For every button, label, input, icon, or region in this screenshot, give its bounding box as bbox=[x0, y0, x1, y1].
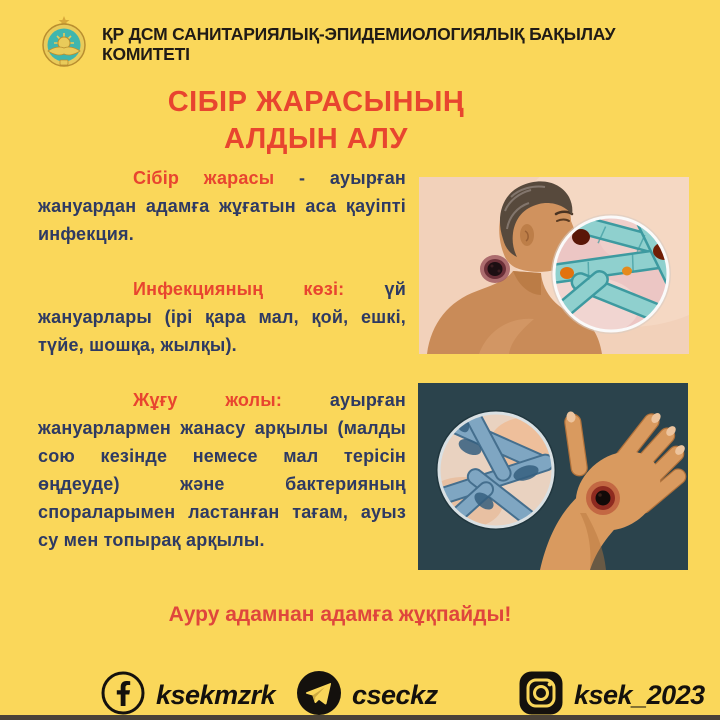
bottom-edge-strip bbox=[0, 715, 720, 720]
neck-lesion-spot bbox=[480, 255, 510, 283]
hand-lesion-spot bbox=[586, 481, 620, 515]
paragraph-transmission-route bbox=[38, 386, 406, 554]
instagram-icon bbox=[518, 670, 564, 720]
photo-neck-lesion bbox=[419, 177, 689, 354]
paragraph-infection-source bbox=[38, 275, 406, 359]
footer-facebook bbox=[100, 671, 275, 719]
paragraph-lead: Жұғу жолы: bbox=[133, 390, 283, 410]
facebook-handle: ksekmzrk bbox=[156, 679, 276, 710]
facebook-icon bbox=[100, 670, 146, 720]
header bbox=[38, 14, 696, 74]
telegram-icon bbox=[296, 670, 342, 720]
photo-hand-lesion bbox=[418, 383, 688, 570]
warning-text: Ауру адамнан адамға жұқпайды! bbox=[168, 603, 512, 626]
telegram-handle: cseckz bbox=[352, 679, 438, 710]
paragraph-body: ауырған жануарлармен жанасу арқылы (малды сою кезінде немесе мал терісін өңдеуде) және бактерияның спораларымен ластанған тағам, ауыз су мен топырақ арқылы. bbox=[38, 390, 407, 550]
paragraph-body: үй жануарлары (ірі қара мал, қой, ешкі, түйе, шошқа, жылқы). bbox=[38, 279, 406, 355]
page-title bbox=[96, 84, 536, 158]
instagram-handle: ksek_2023 bbox=[574, 679, 705, 710]
title-line-1: СІБІР ЖАРАСЫНЫҢ bbox=[167, 86, 465, 118]
paragraph-lead: Инфекцияның көзі: bbox=[133, 279, 345, 299]
title-line-2: АЛДЫН АЛУ bbox=[224, 123, 408, 155]
paragraph-lead: Сібір жарасы bbox=[133, 168, 275, 188]
paragraph-definition bbox=[38, 164, 406, 248]
header-title: ҚР ДСМ САНИТАРИЯЛЫҚ-ЭПИДЕМИОЛОГИЯЛЫҚ БАҚЫЛАУ КОМИТЕТІ bbox=[102, 24, 616, 64]
kazakhstan-emblem-icon bbox=[38, 15, 90, 74]
paragraph-body: - ауырған жануардан адамға жұғатын аса қауіпті инфекция. bbox=[38, 168, 406, 244]
footer-telegram bbox=[296, 671, 438, 719]
body-text bbox=[38, 164, 406, 581]
footer-instagram bbox=[518, 671, 705, 719]
